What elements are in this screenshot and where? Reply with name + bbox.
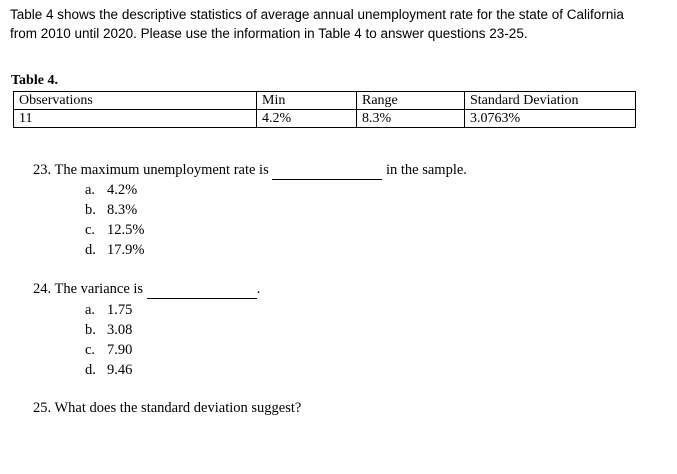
header-standard-deviation: Standard Deviation [465,92,636,110]
question-24-options [85,300,132,380]
statistics-table [13,91,636,128]
question-24-suffix: . [256,281,261,297]
option-23-a: a. 4.2% [85,182,138,198]
option-23-c: c. 12.5% [85,222,145,238]
option-24-b: b. 3.08 [85,322,133,338]
answer-blank-23 [272,162,382,180]
intro-paragraph: Table 4 shows the descriptive statistics of average annual unemployment rate for the state of California from 2010 until 2020. Please use the information in Table 4 to answer questions 23-25. [10,7,624,41]
header-min: Min [257,92,357,110]
table-caption: Table 4. [11,73,58,88]
header-range: Range [357,92,465,110]
cell-observations: 11 [14,110,257,128]
option-24-d: d. 9.46 [85,362,133,378]
option-23-b: b. 8.3% [85,202,138,218]
option-24-a: a. 1.75 [85,302,133,318]
question-23-suffix: in the sample. [385,162,467,178]
answer-blank-24 [147,281,257,299]
cell-standard-deviation: 3.0763% [465,110,636,128]
question-24 [33,281,260,299]
table-row [14,110,636,128]
question-23-options [85,180,144,260]
option-23-d: d. 17.9% [85,242,145,258]
question-23-prefix: 23. The maximum unemployment rate is [33,162,269,178]
header-observations: Observations [14,92,257,110]
question-25: 25. What does the standard deviation suggest? [33,400,302,416]
table-header-row [14,92,636,110]
cell-min: 4.2% [257,110,357,128]
option-24-c: c. 7.90 [85,342,133,358]
question-23 [33,162,467,180]
cell-range: 8.3% [357,110,465,128]
question-24-prefix: 24. The variance is [33,281,144,297]
